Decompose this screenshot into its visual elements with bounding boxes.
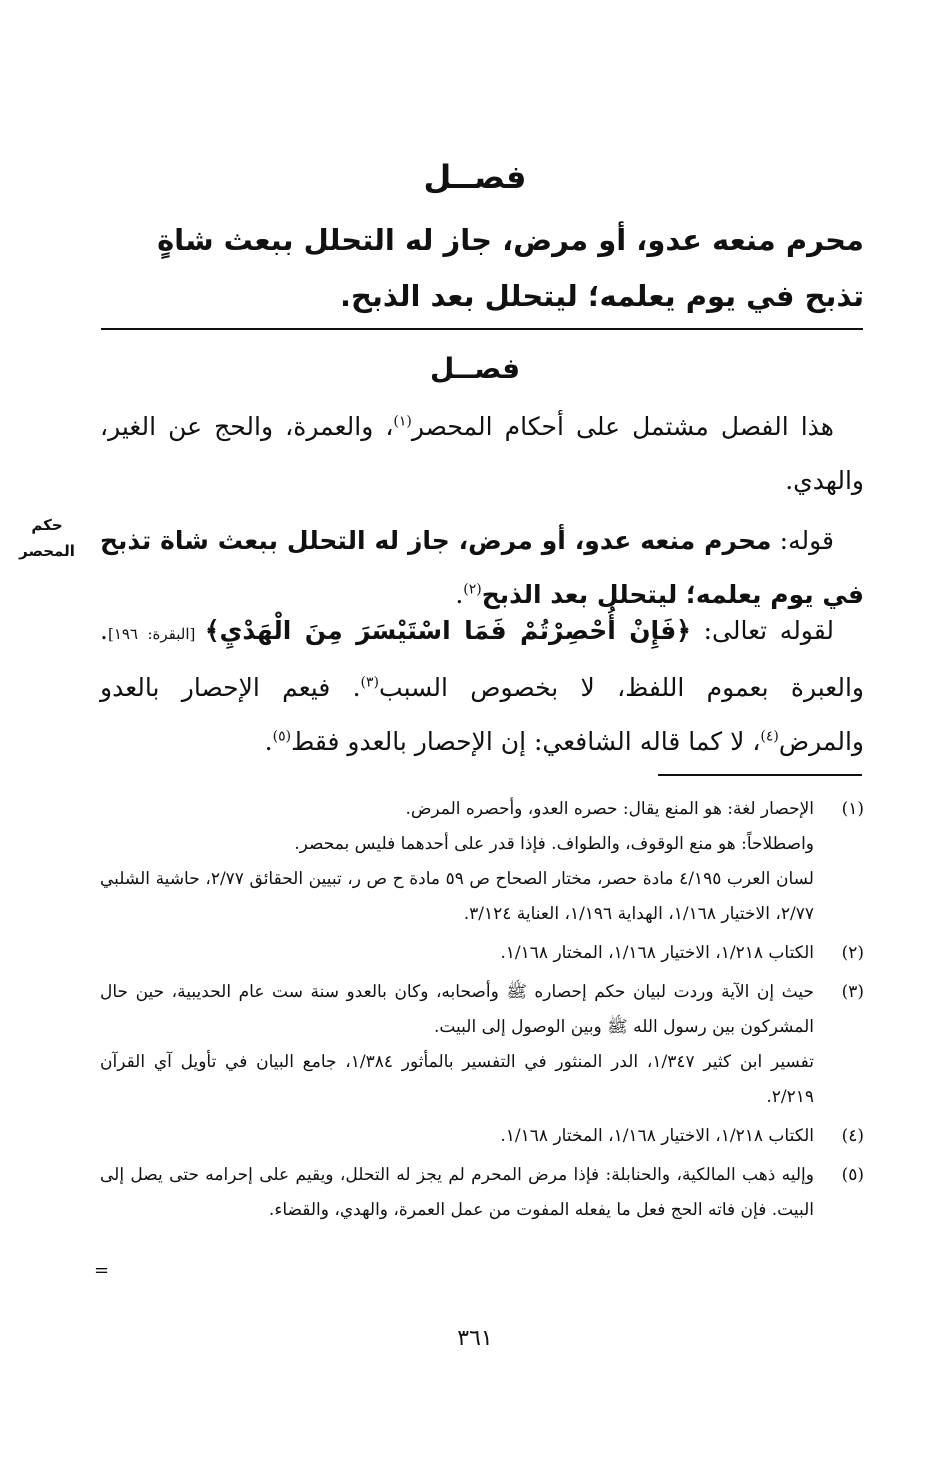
footnote-number: (٥) xyxy=(841,1165,864,1185)
evidence-paragraph xyxy=(100,604,864,769)
intro-text-1: هذا الفصل مشتمل على أحكام المحصر xyxy=(411,412,834,441)
footnote-number: (١) xyxy=(841,799,864,819)
evidence-text-2: . والعبرة بعموم اللفظ، لا بخصوص السبب xyxy=(100,616,864,702)
footnote-1 xyxy=(100,792,864,932)
footnote-line: لسان العرب ٤/١٩٥ مادة حصر، مختار الصحاح ص ٥٩ مادة ح ص ر، تبيين الحقائق ٢/٧٧، حاشية الشلبي ٢/٧٧، الاختيار ١/١٦٨، الهداية ١/١٩٦، العناية ٣/١٢٤. xyxy=(100,869,814,924)
footnote-line: حيث إن الآية وردت لبيان حكم إحصاره ﷺ وأصحابه، وكان بالعدو سنة ست عام الحديبية، حين حال المشركون بين رسول الله ﷺ وبين الوصول إلى البيت. xyxy=(100,982,814,1037)
intro-paragraph xyxy=(100,400,864,508)
footnote-line: الكتاب ١/٢١٨، الاختيار ١/١٦٨، المختار ١/١٦٨. xyxy=(500,1126,814,1146)
quoted-matn: محرم منعه عدو، أو مرض، جاز له التحلل ببعث شاة تذبح في يوم يعلمه؛ ليتحلل بعد الذبح xyxy=(100,526,864,609)
footnotes xyxy=(100,792,864,1232)
footnote-line: الإحصار لغة: هو المنع يقال: حصره العدو، وأحصره المرض. xyxy=(405,799,814,819)
footnote-2 xyxy=(100,936,864,971)
quote-prefix: قوله: xyxy=(771,526,834,555)
footnote-number: (٤) xyxy=(841,1126,864,1146)
continuation-mark: = xyxy=(94,1260,110,1281)
verse-citation: [البقرة: ١٩٦] xyxy=(107,625,205,643)
footnote-number: (٢) xyxy=(841,943,864,963)
footnote-ref-2: (٢) xyxy=(463,581,482,598)
matn-separator-rule xyxy=(101,328,863,330)
footnote-3 xyxy=(100,975,864,1115)
footnote-4 xyxy=(100,1119,864,1154)
footnote-5 xyxy=(100,1158,864,1228)
footnote-line: الكتاب ١/٢١٨، الاختيار ١/١٦٨، المختار ١/١٦٨. xyxy=(500,943,814,963)
footnote-ref-5: (٥) xyxy=(272,728,292,745)
footnote-line: تفسير ابن كثير ١/٣٤٧، الدر المنثور في التفسير بالمأثور ١/٣٨٤، جامع البيان في تأويل آي القرآن ٢/٢١٩. xyxy=(100,1052,814,1107)
margin-note: حكم المحصر xyxy=(19,516,75,560)
page-number: ٣٦١ xyxy=(457,1326,493,1351)
evidence-text-4: ، لا كما قاله الشافعي: إن الإحصار بالعدو فقط xyxy=(291,727,761,756)
quran-verse: ﴿فَإِنْ أُحْصِرْتُمْ فَمَا اسْتَيْسَرَ مِنَ الْهَدْيِ﴾ xyxy=(204,616,691,645)
evidence-text-3: . فيعم الإحصار بالعدو والمرض xyxy=(100,673,864,756)
sharh-section-heading: فصــل xyxy=(429,352,521,385)
evidence-text-5: . xyxy=(264,727,273,756)
matn-text: محرم منعه عدو، أو مرض، جاز له التحلل ببعث شاةٍ تذبح في يوم يعلمه؛ ليتحلل بعد الذبح. xyxy=(157,223,864,313)
footnote-line: وإليه ذهب المالكية، والحنابلة: فإذا مرض المحرم لم يجز له التحلل، ويقيم على إحرامه حتى يصل إلى البيت. فإن فاته الحج فعل ما يفعله المفوت من عمل العمرة، والهدي، والقضاء. xyxy=(100,1165,814,1220)
quote-end: . xyxy=(455,580,464,609)
evidence-text-1: لقوله تعالى: xyxy=(690,616,834,645)
footnote-number: (٣) xyxy=(841,982,864,1002)
footnote-ref-4: (٤) xyxy=(760,728,779,745)
footnote-ref-1: (١) xyxy=(393,413,412,430)
matn-section-heading: فصــل xyxy=(423,158,527,196)
footnote-line: واصطلاحاً: هو منع الوقوف، والطواف. فإذا قدر على أحدهما فليس بمحصر. xyxy=(294,834,814,854)
footnote-ref-3: (٣) xyxy=(360,674,380,691)
footnote-separator xyxy=(658,774,862,776)
intro-text-2: ، والعمرة، والحج عن الغير، والهدي. xyxy=(100,412,864,495)
